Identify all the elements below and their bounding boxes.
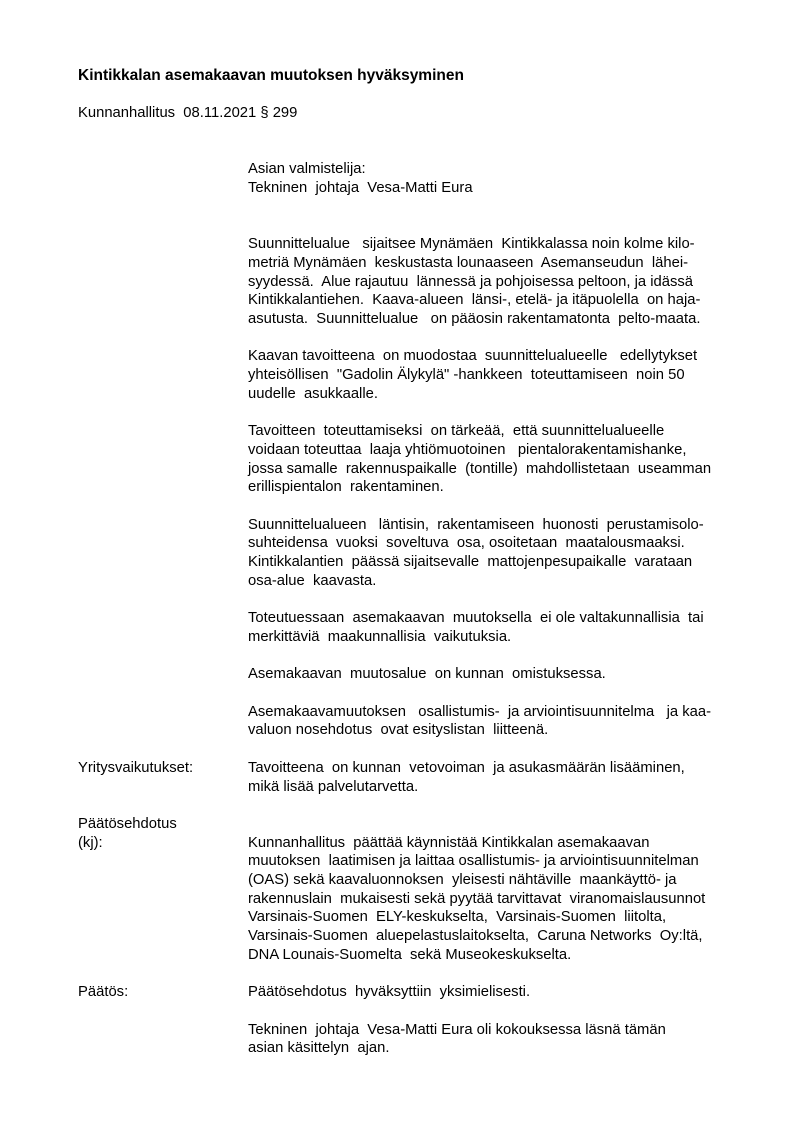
text-line: rakennuslain mukaisesti sekä pyytää tarvittavat viranomaislausunnot — [248, 890, 706, 907]
text-line: Asemakaavan muutosalue on kunnan omistuksessa. — [248, 666, 606, 683]
text-line: osa-alue kaavasta. — [248, 572, 377, 589]
text-line: Päätösehdotus hyväksyttiin yksimielisesti. — [248, 984, 531, 1001]
text-line: mikä lisää palvelutarvetta. — [248, 778, 419, 795]
document-sections — [78, 160, 738, 1058]
paragraph — [248, 347, 740, 403]
paragraph — [248, 1021, 740, 1058]
document-title: Kintikkalan asemakaavan muutoksen hyväksyminen — [78, 67, 464, 84]
text-line: syydessä. Alue rajautuu lännessä ja pohjoisessa peltoon, ja idässä — [248, 273, 694, 290]
paragraph — [248, 759, 740, 796]
text-line: (OAS) sekä kaavaluonnoksen yleisesti nähtäville maankäyttö- ja — [248, 872, 677, 889]
text-line: Päätös: — [78, 984, 129, 1001]
section-content-yritysvaikutukset — [248, 759, 740, 796]
section-content-asian-selostus — [248, 160, 740, 740]
paragraph — [248, 665, 740, 684]
text-line: Varsinais-Suomen aluepelastuslaitokselta, Caruna Networks Oy:ltä, — [248, 928, 703, 945]
text-line: uudelle asukkaalle. — [248, 385, 378, 402]
meeting-meta-line: Kunnanhallitus 08.11.2021 § 299 — [78, 105, 298, 122]
text-line: Tekninen johtaja Vesa-Matti Eura — [248, 180, 473, 197]
paragraph — [248, 983, 740, 1002]
text-line: Suunnittelualueen läntisin, rakentamiseen huonosti perustamisolo- — [248, 516, 704, 533]
section-label-yritysvaikutukset — [78, 759, 248, 778]
text-line: Tavoitteen toteuttamiseksi on tärkeää, että suunnittelualueelle — [248, 423, 665, 440]
text-line: metriä Mynämäen keskustasta lounaaseen Asemanseudun lähei- — [248, 254, 689, 271]
text-line: asian käsittelyn ajan. — [248, 1040, 390, 1057]
text-line: Asian valmistelija: — [248, 161, 366, 178]
section-content-paatosehdotus — [248, 834, 740, 965]
text-line: erillispientalon rakentaminen. — [248, 479, 444, 496]
paragraph — [248, 609, 740, 646]
section-content-paatos — [248, 983, 740, 1058]
text-line: muutoksen laatimisen ja laittaa osallistumis- ja arviointisuunnitelman — [248, 853, 699, 870]
text-line: merkittäviä maakunnallisia vaikutuksia. — [248, 628, 512, 645]
text-line: Asemakaavamuutoksen osallistumis- ja arviointisuunnitelma ja kaa- — [248, 703, 712, 720]
section-paatos — [78, 983, 738, 1058]
text-line: valuon nosehdotus ovat esityslistan liitteenä. — [248, 722, 549, 739]
paragraph — [248, 422, 740, 497]
text-line: Tekninen johtaja Vesa-Matti Eura oli kokouksessa läsnä tämän — [248, 1021, 666, 1038]
text-line: Kintikkalantien päässä sijaitsevalle mattojenpesupaikalle varataan — [248, 554, 693, 571]
section-label-paatos — [78, 983, 248, 1002]
text-line: Päätösehdotus — [78, 815, 177, 832]
text-line: Tavoitteena on kunnan vetovoiman ja asukasmäärän lisääminen, — [248, 759, 685, 776]
text-line: Kunnanhallitus päättää käynnistää Kintikkalan asemakaavan — [248, 834, 650, 851]
text-line: Kintikkalantiehen. Kaava-alueen länsi-, etelä- ja itäpuolella on haja- — [248, 292, 701, 309]
text-line: jossa samalle rakennuspaikalle (tontille) mahdollistetaan useamman — [248, 460, 712, 477]
text-line: Suunnittelualue sijaitsee Mynämäen Kintikkalassa noin kolme kilo- — [248, 236, 695, 253]
text-line: DNA Lounais-Suomelta sekä Museokeskukselta. — [248, 946, 572, 963]
section-yritysvaikutukset — [78, 759, 738, 796]
section-label-paatosehdotus — [78, 815, 248, 852]
text-line: suhteidensa vuoksi soveltuva osa, osoitetaan maatalousmaaksi. — [248, 535, 685, 552]
section-asian-selostus — [78, 160, 738, 740]
text-line: Toteutuessaan asemakaavan muutoksella ei ole valtakunnallisia tai — [248, 610, 704, 627]
text-line: Varsinais-Suomen ELY-keskukselta, Varsinais-Suomen liitolta, — [248, 909, 667, 926]
paragraph — [248, 235, 740, 329]
text-line: asutusta. Suunnittelualue on pääosin rakentamatonta pelto-maata. — [248, 311, 701, 328]
section-paatosehdotus — [78, 815, 738, 965]
paragraph — [248, 160, 740, 197]
paragraph — [248, 703, 740, 740]
text-line: voidaan toteuttaa laaja yhtiömuotoinen pientalorakentamishanke, — [248, 441, 687, 458]
text-line: Yritysvaikutukset: — [78, 759, 194, 776]
text-line: (kj): — [78, 834, 103, 851]
paragraph — [248, 516, 740, 591]
paragraph — [248, 834, 740, 965]
text-line: Kaavan tavoitteena on muodostaa suunnittelualueelle edellytykset — [248, 348, 698, 365]
text-line: yhteisöllisen "Gadolin Älykylä" -hankkeen toteuttamiseen noin 50 — [248, 367, 685, 384]
